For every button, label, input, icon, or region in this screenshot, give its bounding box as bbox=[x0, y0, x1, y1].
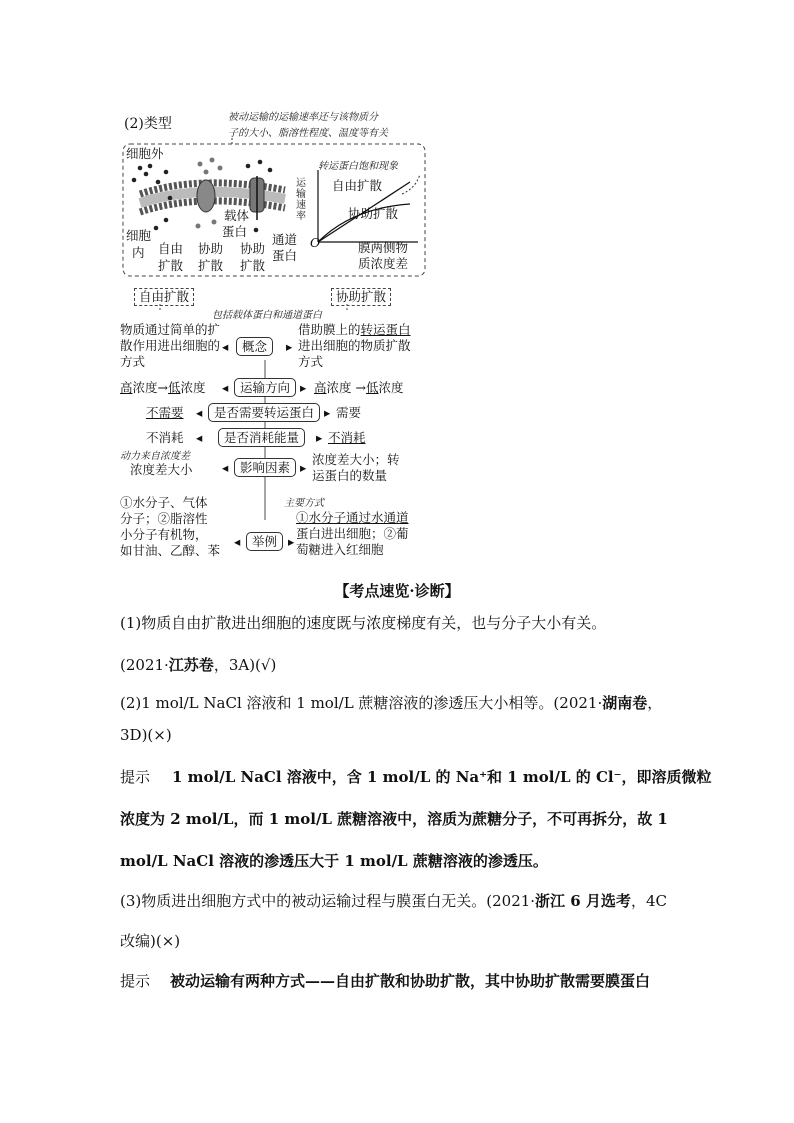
assist2-label-2: 扩散 bbox=[240, 258, 266, 273]
example-left-3: 小分子有机物， bbox=[120, 527, 208, 542]
channel-label-2: 蛋白 bbox=[272, 248, 298, 263]
y-axis-label: 运输速率 bbox=[296, 178, 306, 222]
example-right-1 bbox=[296, 510, 409, 525]
direction-box: 运输方向 bbox=[234, 378, 296, 397]
direction-left-b: 浓度→ bbox=[132, 380, 168, 395]
p2-bold: 湖南卷 bbox=[602, 694, 648, 712]
factor-box: 影响因素 bbox=[234, 458, 296, 477]
hint-2-line1: 被动运输有两种方式——自由扩散和协助扩散，其中协助扩散需要膜蛋白 bbox=[170, 972, 651, 990]
example-left-2: 分子；②脂溶性 bbox=[120, 511, 208, 526]
inside-label-1: 细胞 bbox=[126, 228, 152, 243]
concept-right-1 bbox=[298, 322, 411, 337]
graph-note: 转运蛋白饱和现象 bbox=[318, 161, 398, 172]
arrow-left-example: ◂ bbox=[234, 534, 241, 549]
example-left-4: 如甘油、乙醇、苯 bbox=[120, 543, 221, 558]
p1-src-post: ，3A)(√) bbox=[213, 656, 277, 674]
concept-right-3: 方式 bbox=[298, 354, 324, 369]
concept-left-1: 物质通过简单的扩 bbox=[120, 322, 221, 337]
arrow-left-direction: ◂ bbox=[222, 380, 229, 395]
arrow-right-protein: ▸ bbox=[324, 405, 331, 420]
concept-left-2: 散作用进出细胞的 bbox=[120, 338, 221, 353]
paragraph-3 bbox=[120, 890, 667, 911]
arrow-right-concept: ▸ bbox=[286, 339, 293, 354]
concept-left-3: 方式 bbox=[120, 354, 146, 369]
channel-label-1: 通道 bbox=[272, 232, 298, 247]
direction-left-d: 浓度 bbox=[180, 380, 206, 395]
arrow-left-concept: ◂ bbox=[222, 339, 229, 354]
direction-left-c: 低 bbox=[168, 380, 181, 395]
direction-right bbox=[314, 380, 404, 395]
direction-left bbox=[120, 380, 206, 395]
concept-right-1b: 转运蛋白 bbox=[360, 322, 411, 337]
carrier-protein-shape bbox=[197, 180, 215, 212]
factor-note: 动力来自浓度差 bbox=[120, 451, 190, 462]
p2-pre: (2)1 mol/L NaCl 溶液和 1 mol/L 蔗糖溶液的渗透压大小相等。(2021· bbox=[120, 694, 603, 712]
concept-right-2: 进出细胞的物质扩散 bbox=[298, 338, 411, 353]
x-axis-label-1: 膜两侧物 bbox=[358, 240, 409, 255]
carrier-label-1: 载体 bbox=[224, 208, 250, 223]
direction-right-c: 低 bbox=[365, 380, 379, 395]
arrow-left-protein: ◂ bbox=[196, 405, 203, 420]
assist-label-2: 扩散 bbox=[198, 258, 224, 273]
section-title: 【考点速览·诊断】 bbox=[334, 582, 460, 600]
hint-1-label: 提示 bbox=[120, 768, 151, 786]
hint-2-label: 提示 bbox=[120, 972, 151, 990]
hint-1-line3: mol/L NaCl 溶液的渗透压大于 1 mol/L 蔗糖溶液的渗透压。 bbox=[120, 852, 548, 870]
header-free-diffusion: 自由扩散 bbox=[134, 288, 194, 306]
free-label-1: 自由 bbox=[158, 241, 184, 256]
hint-1-line2: 浓度为 2 mol/L，而 1 mol/L 蔗糖溶液中，溶质为蔗糖分子，不可再拆分，故 1 bbox=[120, 810, 668, 828]
example-box: 举例 bbox=[246, 532, 283, 551]
curve-free-label: 自由扩散 bbox=[332, 178, 383, 193]
example-right-3: 萄糖进入红细胞 bbox=[296, 542, 384, 557]
paragraph-3-tail: 改编)(×) bbox=[120, 932, 181, 950]
direction-right-b: 浓度 → bbox=[326, 380, 366, 395]
p2-post: ， bbox=[647, 694, 663, 712]
energy-box: 是否消耗能量 bbox=[218, 428, 305, 447]
concept-box: 概念 bbox=[236, 337, 273, 356]
assist-label-1: 协助 bbox=[198, 241, 224, 256]
p3-bold: 浙江 6 月选考 bbox=[535, 892, 631, 910]
paragraph-1-source bbox=[120, 654, 276, 675]
concept-right-1a: 借助膜上的 bbox=[298, 322, 361, 337]
assist2-label-1: 协助 bbox=[240, 241, 266, 256]
direction-right-a: 高 bbox=[314, 380, 327, 395]
example-note: 主要方式 bbox=[284, 498, 324, 509]
paragraph-2-tail: 3D)(×) bbox=[120, 726, 172, 744]
arrow-right-example: ▸ bbox=[288, 534, 295, 549]
p1-src-bold: 江苏卷 bbox=[168, 656, 214, 674]
section-label: (2)类型 bbox=[124, 116, 172, 132]
inside-label-2: 内 bbox=[132, 245, 145, 260]
protein-right: 需要 bbox=[336, 405, 362, 420]
outside-label: 细胞外 bbox=[126, 146, 164, 161]
free-label-2: 扩散 bbox=[158, 258, 184, 273]
factor-right-1: 浓度差大小；转 bbox=[312, 452, 400, 467]
paragraph-2 bbox=[120, 692, 662, 713]
x-axis-label-2: 质浓度差 bbox=[358, 256, 409, 271]
direction-left-a: 高 bbox=[120, 380, 133, 395]
arrow-right-factor: ▸ bbox=[300, 460, 307, 475]
example-right-1-text: ①水分子通过水通道 bbox=[296, 510, 409, 525]
carrier-label-2: 蛋白 bbox=[222, 224, 248, 239]
hint-1-line1: 1 mol/L NaCl 溶液中，含 1 mol/L 的 Na⁺和 1 mol/L 的 Cl⁻，即溶质微粒 bbox=[172, 768, 712, 786]
curve-assist-label: 协助扩散 bbox=[348, 206, 399, 221]
protein-box: 是否需要转运蛋白 bbox=[208, 403, 320, 422]
energy-right: 不消耗 bbox=[328, 430, 366, 445]
arrow-left-factor: ◂ bbox=[222, 460, 229, 475]
top-note-line2: 子的大小、脂溶性程度、温度等有关 bbox=[228, 128, 388, 139]
factor-left: 浓度差大小 bbox=[130, 462, 193, 477]
arrow-right-energy: ▸ bbox=[316, 430, 323, 445]
factor-right-2: 运蛋白的数量 bbox=[312, 468, 388, 483]
example-right-2: 蛋白进出细胞；②葡 bbox=[296, 526, 409, 541]
energy-left: 不消耗 bbox=[146, 430, 184, 445]
header-assisted-diffusion: 协助扩散 bbox=[331, 288, 391, 306]
direction-right-d: 浓度 bbox=[378, 380, 404, 395]
arrow-left-energy: ◂ bbox=[196, 430, 203, 445]
protein-left: 不需要 bbox=[146, 405, 184, 420]
graph-origin: O bbox=[310, 235, 321, 250]
carrier-note: 包括载体蛋白和通道蛋白 bbox=[212, 310, 322, 321]
p3-pre: (3)物质进出细胞方式中的被动运输过程与膜蛋白无关。(2021· bbox=[120, 892, 536, 910]
paragraph-1: (1)物质自由扩散进出细胞的速度既与浓度梯度有关，也与分子大小有关。 bbox=[120, 614, 607, 632]
top-note-line1: 被动运输的运输速率还与该物质分 bbox=[228, 112, 378, 123]
p1-src-pre: (2021· bbox=[120, 656, 169, 674]
example-left-1: ①水分子、气体 bbox=[120, 495, 208, 510]
arrow-right-direction: ▸ bbox=[300, 380, 307, 395]
p3-post: ，4C bbox=[630, 892, 667, 910]
